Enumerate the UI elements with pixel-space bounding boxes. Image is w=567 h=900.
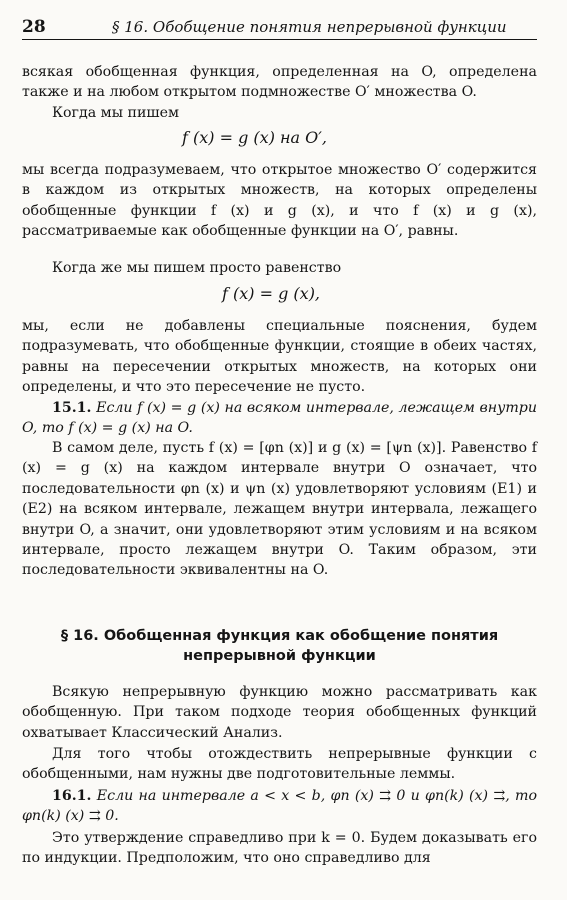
lemma-number: 16.1. [52, 788, 92, 804]
paragraph-2: Когда мы пишем [52, 105, 180, 121]
paragraph-1: всякая обобщенная функция, определенная на O, определена также и на любом открытом подмножестве O′ множества O. [22, 64, 537, 101]
equation-2: f (x) = g (x), [222, 284, 321, 303]
theorem-statement: Если f (x) = g (x) на всяком интервале, лежащем внутри O, то f (x) = g (x) на O. [22, 400, 537, 437]
paragraph-4: Когда же мы пишем просто равенство [52, 260, 342, 276]
paragraph-8: Для того чтобы отождествить непрерывные функции с обобщенными, нам нужны две подготовительные леммы. [22, 746, 537, 783]
section-title-line-2: непрерывной функции [183, 648, 376, 664]
paragraph-7: Всякую непрерывную функцию можно рассматривать как обобщенную. При таком подходе теория обобщенных функций охватывает Классический Анализ. [22, 684, 537, 741]
section-title-line-1: § 16. Обобщенная функция как обобщение понятия [60, 628, 499, 644]
paragraph-3: мы всегда подразумеваем, что открытое множество O′ содержится в каждом из открытых множеств, на которых определены обобщенные функции f (x) и g (x), и что f (x) и g (x), рассматриваемые как обобщенные функции на O′, равны. [22, 162, 537, 240]
lemma-statement: Если на интервале a < x < b, φn (x) ⇉ 0 и φn(k) (x) ⇉, то φn(k) (x) ⇉ 0. [22, 788, 537, 825]
lemma-16-1 [22, 786, 537, 827]
equation-1: f (x) = g (x) на O′, [182, 128, 328, 147]
theorem-15-1 [22, 398, 537, 439]
page-number: 28 [22, 17, 46, 37]
running-title: § 16. Обобщение понятия непрерывной функции [112, 18, 507, 36]
paragraph-9: Это утверждение справедливо при k = 0. Будем доказывать его по индукции. Предположим, что оно справедливо для [22, 830, 537, 867]
paragraph-5: мы, если не добавлены специальные пояснения, будем подразумевать, что обобщенные функции, стоящие в обеих частях, равны на пересечении открытых множеств, на которых они определены, и что это пересечение не пусто. [22, 318, 537, 396]
theorem-number: 15.1. [52, 400, 92, 416]
paragraph-proof: В самом деле, пусть f (x) = [φn (x)] и g (x) = [ψn (x)]. Равенство f (x) = g (x) на каждом интервале внутри O означает, что последовательности φn (x) и ψn (x) удовлетворяют условиям (E1) и (E2) на всяком интервале, лежащем внутри интервала, лежащего внутри O, а значит, они удовлетворяют этим условиям и на всяком интервале, просто лежащем внутри O. Таким образом, эти последовательности эквивалентны на O. [22, 440, 537, 579]
running-header [22, 17, 537, 40]
